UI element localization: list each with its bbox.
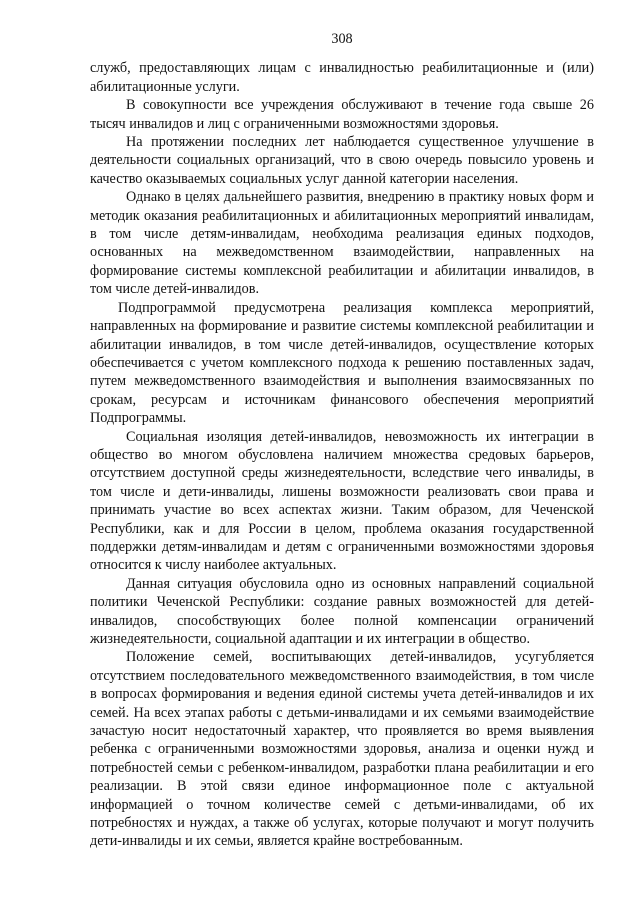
document-page (90, 30, 594, 851)
paragraph-institutions-served: В совокупности все учреждения обслуживают в течение года свыше 26 тысяч инвалидов и лиц с ограниченными возможностями здоровья. (90, 97, 594, 132)
paragraph-social-isolation: Социальная изоляция детей-инвалидов, невозможность их интеграции в общество во многом обусловлена наличием множества средовых барьеров, отсутствием доступной среды жизнедеятельности, вследствие чего инвалиды, в том числе и дети-инвалиды, лишены возможности реализовать свои права и принимать участие во всех аспектах жизни. Таким образом, для Чеченской Республики, как и для России в целом, проблема оказания государственной поддержки детям-инвалидам и детям с ограниченными возможностями здоровья относится к числу наиболее актуальных. (90, 428, 594, 574)
paragraph-services-continuation: служб, предоставляющих лицам с инвалидностью реабилитационные и (или) абилитационные услуги. (90, 60, 594, 95)
paragraph-family-situation: Положение семей, воспитывающих детей-инвалидов, усугубляется отсутствием последовательного межведомственного взаимодействия, в том числе в вопросах формирования и ведения единой системы учета детей-инвалидов и их семей. На всех этапах работы с детьми-инвалидами и их семьями взаимодействие зачастую носит недостаточный характер, что проявляется во время выявления ребенка с ограниченными возможностями здоровья, анализа и оценки нужд и потребностей семьи с ребенком-инвалидом, разработки плана реабилитации и его реализации. В этой связи единое информационное поле с актуальной информацией о точном количестве семей с детьми-инвалидами, об их потребностях и нуждах, а также об услугах, которые получают и могут получить дети-инвалиды и их семьи, является крайне востребованным. (90, 649, 594, 850)
paragraph-further-development: Однако в целях дальнейшего развития, внедрению в практику новых форм и методик оказания реабилитационных и абилитационных мероприятий инвалидам, в том числе детям-инвалидам, необходима реализация единых подходов, основанных на межведомственном взаимодействии, направленных на формирование системы комплексной реабилитации и абилитации инвалидов, в том числе детей-инвалидов. (90, 189, 594, 298)
page-number: 308 (331, 31, 353, 47)
paragraph-subprogram-measures: Подпрограммой предусмотрена реализация комплекса мероприятий, направленных на формирование и развитие системы комплексной реабилитации и абилитации инвалидов, в том числе детей-инвалидов, осуществление которых обеспечивается с учетом комплексного подхода к решению поставленных задач, путем межведомственного взаимодействия и выполнения взаимосвязанных по срокам, ресурсам и источникам финансового обеспечения мероприятий Подпрограммы. (90, 299, 594, 427)
paragraph-improvement: На протяжении последних лет наблюдается существенное улучшение в деятельности социальных организаций, что в свою очередь повысило уровень и качество оказываемых социальных услуг данной категории населения. (90, 134, 594, 187)
paragraph-policy-direction: Данная ситуация обусловила одно из основных направлений социальной политики Чеченской Республики: создание равных возможностей для детей-инвалидов, способствующих более полной компенсации ограничений жизнедеятельности, социальной адаптации и их интеграции в общество. (90, 575, 594, 647)
